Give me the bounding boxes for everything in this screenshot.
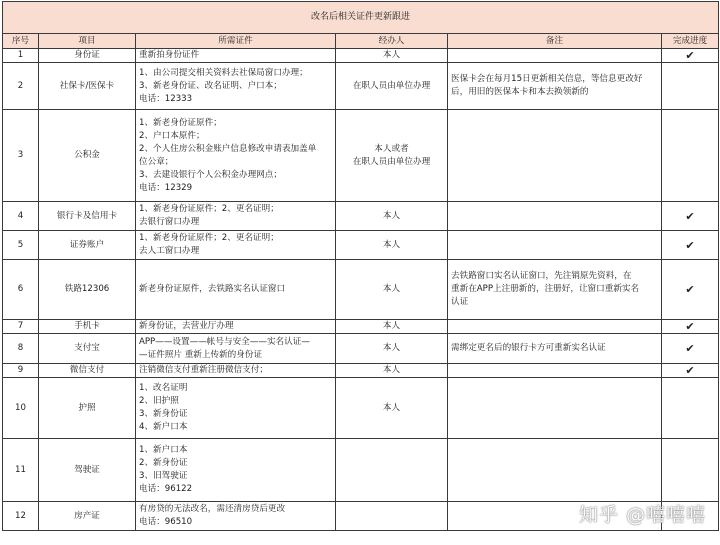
required-docs bbox=[136, 202, 336, 231]
note bbox=[448, 334, 662, 364]
docs-line: 1、由公司提交相关资料去社保局窗口办理； bbox=[139, 67, 308, 78]
note-line: 去铁路窗口实名认证窗口，先注销原先资料，在 bbox=[451, 271, 632, 281]
handler-line: 本人 bbox=[382, 50, 401, 60]
check-icon: ✔ bbox=[685, 320, 695, 333]
required-docs bbox=[136, 439, 336, 502]
note bbox=[448, 49, 662, 63]
note bbox=[448, 320, 662, 334]
row-number: 8 bbox=[3, 334, 39, 364]
watermark: 知乎 @嘻嘻嘻 bbox=[578, 504, 706, 526]
handler bbox=[336, 320, 448, 334]
header-handler: 经办人 bbox=[336, 34, 448, 49]
docs-line: 2、新身份证 bbox=[139, 458, 188, 468]
docs-line: 1、新老身份证原件；2、更名证明； bbox=[139, 233, 279, 243]
table-row bbox=[3, 110, 719, 202]
item-name: 公积金 bbox=[39, 110, 136, 202]
handler-line: 本人 bbox=[382, 284, 401, 294]
docs-line: 电话：12333 bbox=[139, 93, 193, 104]
check-icon: ✔ bbox=[685, 342, 695, 355]
completion-cell bbox=[662, 202, 719, 231]
handler-line: 在职人员由单位办理 bbox=[352, 156, 431, 167]
handler-line: 本人或者 bbox=[374, 143, 409, 154]
row-number: 10 bbox=[3, 378, 39, 439]
note bbox=[448, 260, 662, 320]
docs-line: 2、户口本原件； bbox=[139, 130, 205, 141]
required-docs bbox=[136, 49, 336, 63]
table-row bbox=[3, 320, 719, 334]
handler bbox=[336, 502, 448, 531]
note bbox=[448, 110, 662, 202]
docs-line: 有房贷的无法改名，需还清房贷后更改 bbox=[139, 504, 286, 514]
item-name: 驾驶证 bbox=[39, 439, 136, 502]
item-name: 微信支付 bbox=[39, 364, 136, 378]
docs-line: 电话：12329 bbox=[139, 182, 193, 193]
docs-line: 位公章； bbox=[139, 156, 174, 167]
table-row bbox=[3, 364, 719, 378]
completion-cell bbox=[662, 110, 719, 202]
table-row bbox=[3, 231, 719, 260]
item-name: 证券账户 bbox=[39, 231, 136, 260]
note bbox=[448, 378, 662, 439]
required-docs bbox=[136, 260, 336, 320]
table-row bbox=[3, 260, 719, 320]
handler bbox=[336, 231, 448, 260]
handler bbox=[336, 49, 448, 63]
completion-cell bbox=[662, 378, 719, 439]
check-icon: ✔ bbox=[685, 238, 695, 252]
item-name: 手机卡 bbox=[39, 320, 136, 334]
table-row bbox=[3, 63, 719, 110]
item-name: 铁路12306 bbox=[39, 260, 136, 320]
docs-line: 电话：96510 bbox=[139, 517, 193, 527]
check-icon: ✔ bbox=[685, 283, 695, 296]
docs-line: 1、新老身份证原件；2、更名证明； bbox=[139, 204, 279, 214]
required-docs bbox=[136, 502, 336, 531]
document-table bbox=[2, 1, 719, 531]
docs-line: APP——设置——帐号与安全——实名认证— bbox=[139, 336, 310, 347]
required-docs bbox=[136, 110, 336, 202]
row-number: 12 bbox=[3, 502, 39, 531]
item-name: 护照 bbox=[39, 378, 136, 439]
header-item: 项目 bbox=[39, 34, 136, 49]
header-progress: 完成进度 bbox=[662, 34, 719, 49]
header-no: 序号 bbox=[3, 34, 39, 49]
docs-line: 1、改名证明 bbox=[139, 383, 188, 393]
handler bbox=[336, 439, 448, 502]
header-note: 备注 bbox=[448, 34, 662, 49]
table-row bbox=[3, 202, 719, 231]
item-name: 社保卡/医保卡 bbox=[39, 63, 136, 110]
item-name: 银行卡及信用卡 bbox=[39, 202, 136, 231]
note-line: 重新在APP上注册新的，注册好，让窗口重新实名 bbox=[451, 284, 640, 294]
docs-line: 1、新老身份证原件； bbox=[139, 117, 222, 128]
row-number: 3 bbox=[3, 110, 39, 202]
check-icon: ✔ bbox=[685, 209, 695, 223]
handler-line: 本人 bbox=[382, 210, 401, 221]
row-number: 9 bbox=[3, 364, 39, 378]
docs-line: —证件照片 重新上传新的身份证 bbox=[139, 349, 263, 360]
docs-line: 新身份证，去营业厅办理 bbox=[139, 321, 234, 331]
handler bbox=[336, 334, 448, 364]
handler-line: 本人 bbox=[382, 321, 401, 331]
handler bbox=[336, 378, 448, 439]
row-number: 5 bbox=[3, 231, 39, 260]
note-line: 需绑定更名后的银行卡方可重新实名认证 bbox=[451, 343, 606, 353]
docs-line: 1、新户口本 bbox=[139, 445, 188, 455]
docs-line: 电话：96122 bbox=[139, 484, 193, 494]
docs-line: 3、去建设银行个人公积金办理网点； bbox=[139, 169, 282, 180]
docs-line: 3、新老身份证、改名证明、户口本； bbox=[139, 80, 282, 91]
completion-cell bbox=[662, 231, 719, 260]
note-line: 医保卡会在每月15日更新相关信息，等信息更改好 bbox=[451, 74, 643, 84]
row-number: 7 bbox=[3, 320, 39, 334]
docs-line: 2、个人住房公积金账户信息修改申请表加盖单 bbox=[139, 143, 317, 154]
handler bbox=[336, 110, 448, 202]
docs-line: 新老身份证原件，去铁路实名认证窗口 bbox=[139, 284, 286, 294]
docs-line: 3、新身份证 bbox=[139, 409, 188, 419]
required-docs bbox=[136, 378, 336, 439]
note bbox=[448, 231, 662, 260]
table-row bbox=[3, 439, 719, 502]
item-name: 房产证 bbox=[39, 502, 136, 531]
header-row bbox=[3, 34, 719, 49]
docs-line: 3、旧驾驶证 bbox=[139, 471, 188, 481]
completion-cell bbox=[662, 364, 719, 378]
required-docs bbox=[136, 231, 336, 260]
handler-line: 本人 bbox=[382, 239, 401, 250]
docs-line: 注销微信支付重新注册微信支付； bbox=[139, 365, 268, 375]
note bbox=[448, 202, 662, 231]
completion-cell bbox=[662, 334, 719, 364]
note bbox=[448, 63, 662, 110]
handler-line: 在职人员由单位办理 bbox=[352, 80, 431, 91]
item-name: 支付宝 bbox=[39, 334, 136, 364]
table-row bbox=[3, 49, 719, 63]
row-number: 1 bbox=[3, 49, 39, 63]
handler bbox=[336, 364, 448, 378]
row-number: 11 bbox=[3, 439, 39, 502]
handler bbox=[336, 260, 448, 320]
item-name: 身份证 bbox=[39, 49, 136, 63]
header-docs: 所需证件 bbox=[136, 34, 336, 49]
note-line: 后，用旧的医保本卡和本去换领新的 bbox=[451, 87, 589, 97]
row-number: 4 bbox=[3, 202, 39, 231]
check-icon: ✔ bbox=[685, 364, 695, 377]
table-row bbox=[3, 378, 719, 439]
completion-cell bbox=[662, 63, 719, 110]
table-row bbox=[3, 334, 719, 364]
completion-cell bbox=[662, 49, 719, 63]
handler-line: 本人 bbox=[382, 402, 401, 413]
required-docs bbox=[136, 364, 336, 378]
row-number: 2 bbox=[3, 63, 39, 110]
completion-cell bbox=[662, 439, 719, 502]
docs-line: 去人工窗口办理 bbox=[139, 246, 200, 256]
note-line: 认证 bbox=[451, 297, 469, 307]
completion-cell bbox=[662, 320, 719, 334]
docs-line: 2、旧护照 bbox=[139, 396, 179, 406]
row-number: 6 bbox=[3, 260, 39, 320]
handler bbox=[336, 202, 448, 231]
handler-line: 本人 bbox=[382, 343, 401, 353]
check-icon: ✔ bbox=[685, 49, 695, 62]
note bbox=[448, 439, 662, 502]
docs-line: 重新拍身份证件 bbox=[139, 50, 200, 60]
required-docs bbox=[136, 320, 336, 334]
handler-line: 本人 bbox=[382, 365, 401, 375]
docs-line: 去银行窗口办理 bbox=[139, 217, 200, 227]
completion-cell bbox=[662, 260, 719, 320]
note bbox=[448, 364, 662, 378]
table-title: 改名后相关证件更新跟进 bbox=[3, 2, 719, 34]
required-docs bbox=[136, 334, 336, 364]
required-docs bbox=[136, 63, 336, 110]
handler bbox=[336, 63, 448, 110]
docs-line: 4、新户口本 bbox=[139, 422, 188, 432]
